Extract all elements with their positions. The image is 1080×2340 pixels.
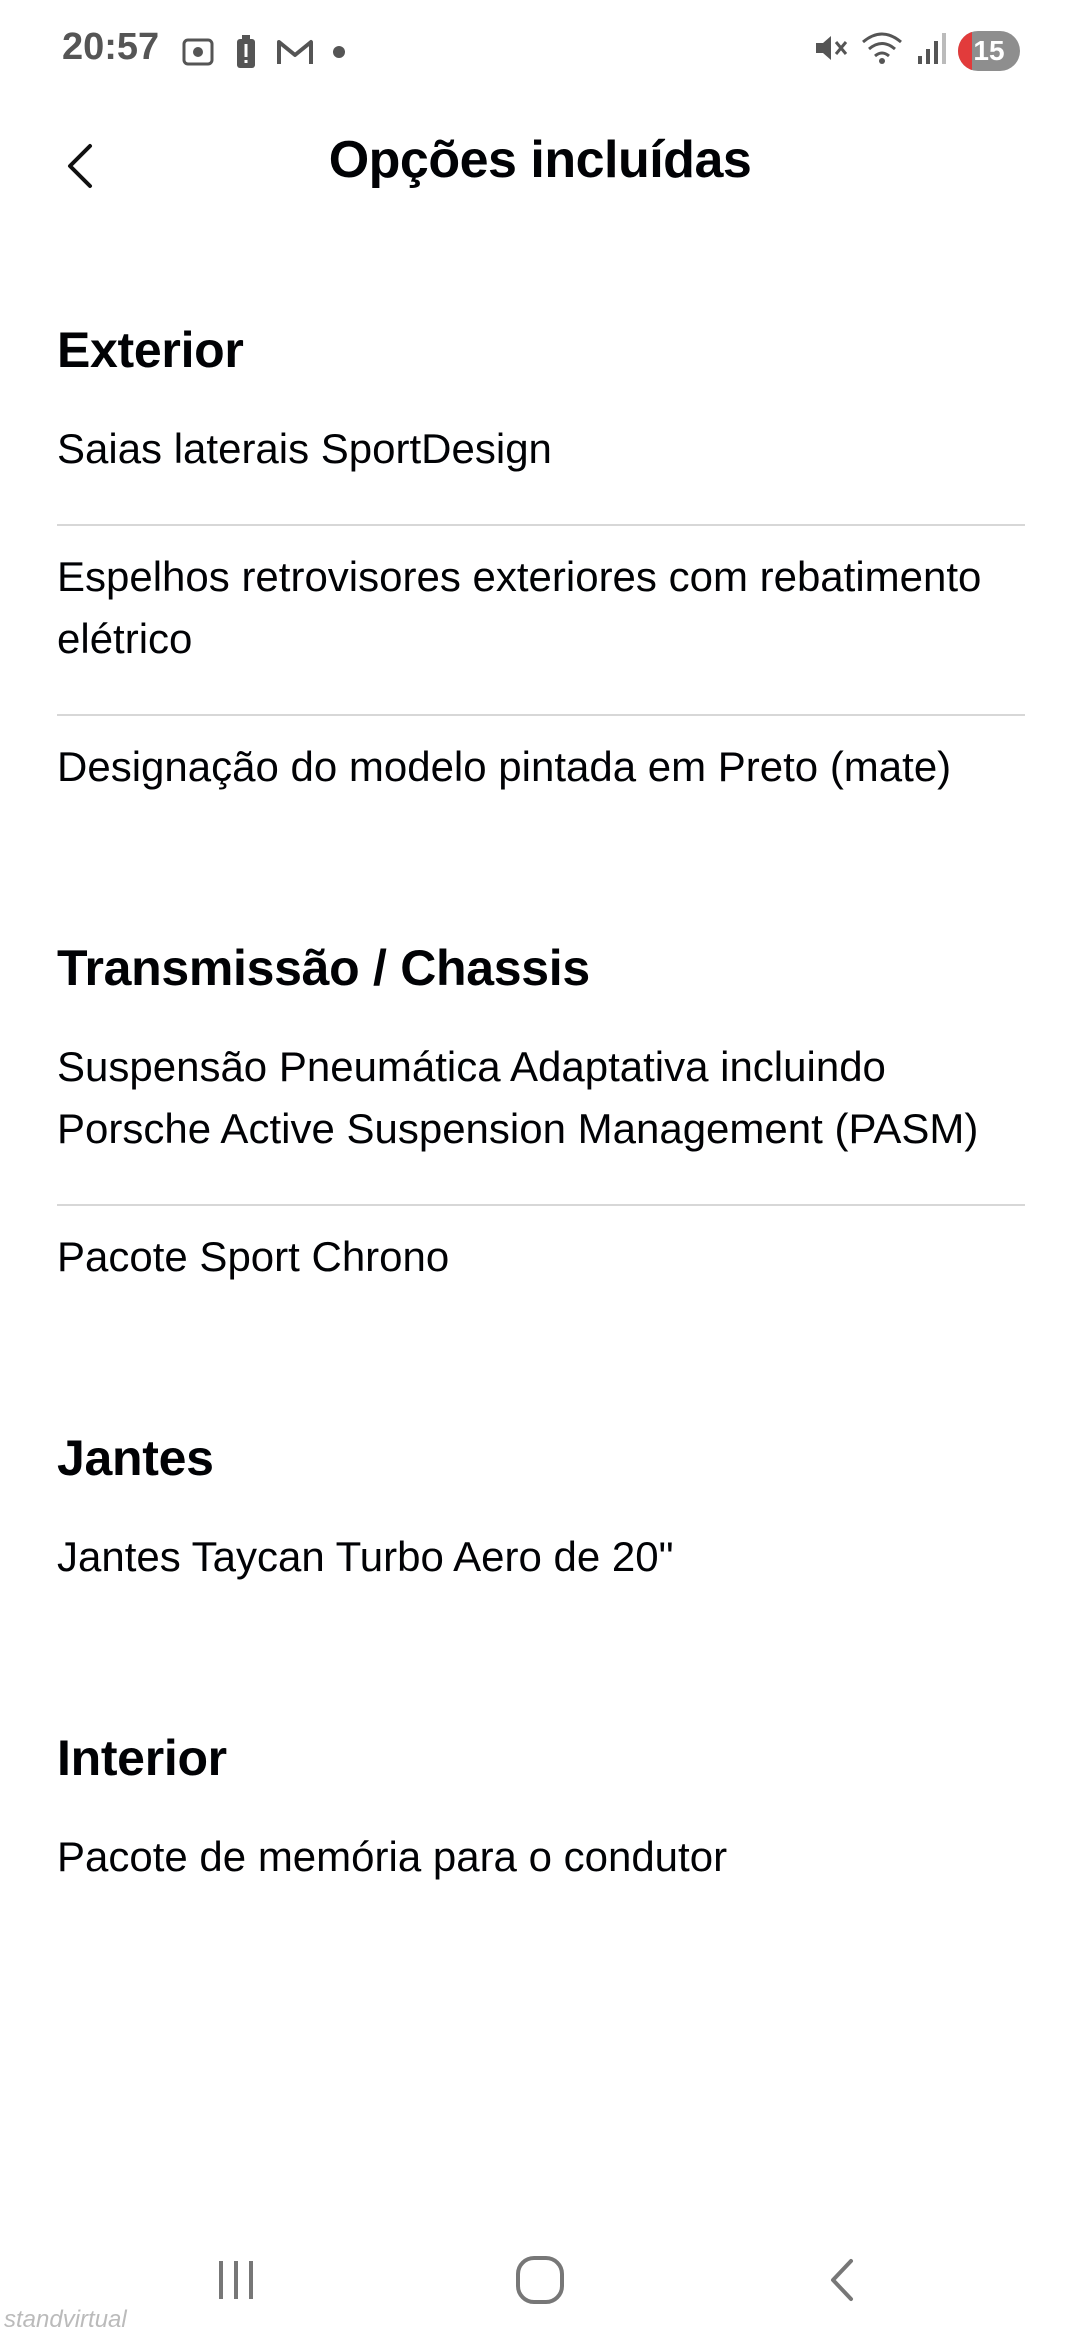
header <box>0 110 1080 220</box>
section-transmission-chassis <box>57 940 1025 1288</box>
recent-apps-icon <box>211 2255 261 2305</box>
section-jantes <box>57 1430 1025 1588</box>
home-icon <box>512 2252 568 2308</box>
status-time: 20:57 <box>62 26 160 68</box>
list-item: Designação do modelo pintada em Preto (mate) <box>57 743 952 790</box>
system-nav-bar <box>0 2220 1080 2340</box>
status-bar <box>0 0 1080 100</box>
section-exterior <box>57 322 1025 798</box>
page-title: Opções incluídas <box>328 131 752 189</box>
battery-alert-icon <box>234 34 258 75</box>
back-arrow-icon <box>819 2255 869 2305</box>
list-item: Jantes Taycan Turbo Aero de 20" <box>57 1533 674 1580</box>
section-title: Interior <box>57 1730 227 1786</box>
list-item: Pacote Sport Chrono <box>57 1233 450 1280</box>
watermark: standvirtual <box>4 2306 127 2333</box>
section-title: Jantes <box>57 1430 214 1486</box>
section-title: Exterior <box>57 322 244 378</box>
section-interior <box>57 1730 1025 1888</box>
battery-badge: 15 <box>958 31 1020 71</box>
signal-icon <box>916 30 946 71</box>
nav-back-button[interactable] <box>794 2240 894 2320</box>
list-item: Pacote de memória para o condutor <box>57 1833 728 1880</box>
mute-icon <box>812 30 848 71</box>
list-item: Espelhos retrovisores exteriores com rebatimento elétrico <box>57 526 1025 716</box>
section-title: Transmissão / Chassis <box>57 940 590 996</box>
list-item: Suspensão Pneumática Adaptativa incluindo Porsche Active Suspension Management (PASM) <box>57 1036 1025 1206</box>
options-list <box>57 322 1025 2030</box>
gmail-icon <box>276 37 314 72</box>
home-button[interactable] <box>490 2240 590 2320</box>
screenshot-icon <box>180 34 216 75</box>
list-item: Saias laterais SportDesign <box>57 418 1025 526</box>
wifi-icon <box>860 30 904 71</box>
dot-icon <box>332 45 346 64</box>
recent-apps-button[interactable] <box>186 2240 286 2320</box>
